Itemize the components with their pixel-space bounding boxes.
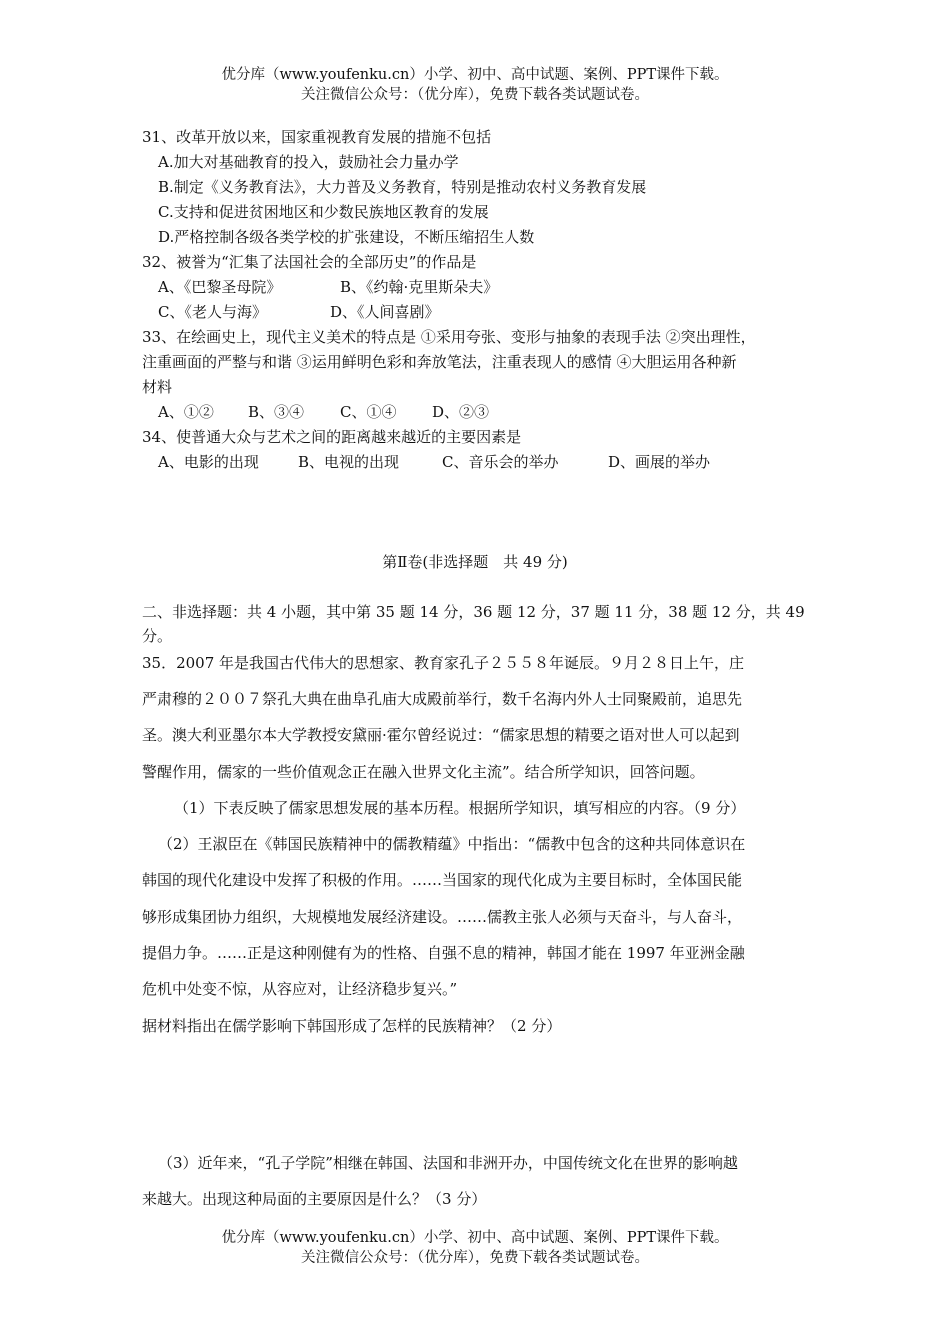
part2-intro-line-1: 二、非选择题：共 4 小题，其中第 35 题 14 分，36 题 12 分，37 题 11 分，38 题 12 分，共 49	[142, 603, 805, 621]
q34-option-c: C、音乐会的举办	[442, 453, 559, 471]
q33-line-1: 33、在绘画史上，现代主义美术的特点是 ①采用夸张、变形与抽象的表现手法 ②突出理性，	[142, 328, 756, 346]
header-line-1: 优分库（www.youfenku.cn）小学、初中、高中试题、案例、PPT课件下载。	[221, 67, 729, 83]
q31-stem: 31、改革开放以来，国家重视教育发展的措施不包括	[142, 128, 492, 146]
q32-option-c: C、《老人与海》	[158, 303, 267, 321]
q35-sub2-line-3: 够形成集团协力组织，大规模地发展经济建设。……儒教主张人必须与天奋斗，与人奋斗，	[142, 908, 743, 926]
q32-option-a: A、《巴黎圣母院》	[158, 278, 282, 296]
q33-option-a: A、①②	[158, 403, 214, 421]
q35-para-line-1: 35．2007 年是我国古代伟大的思想家、教育家孔子２５５８年诞辰。９月２８日上午，庄	[142, 654, 745, 672]
q35-para-line-4: 警醒作用，儒家的一些价值观念正在融入世界文化主流”。结合所学知识，回答问题。	[142, 763, 705, 781]
q34-option-d: D、画展的举办	[608, 453, 711, 471]
q33-line-2: 注重画面的严整与和谐 ③运用鲜明色彩和奔放笔法，注重表现人的感情 ④大胆运用各种新	[142, 353, 737, 371]
q31-option-b: B.制定《义务教育法》，大力普及义务教育，特别是推动农村义务教育发展	[158, 178, 647, 196]
header-line-2: 关注微信公众号：（优分库），免费下载各类试题试卷。	[301, 87, 649, 103]
q35-para-line-3: 圣。澳大利亚墨尔本大学教授安黛丽·霍尔曾经说过：“儒家思想的精要之语对世人可以起到	[142, 726, 740, 744]
q31-option-c: C.支持和促进贫困地区和少数民族地区教育的发展	[158, 203, 489, 221]
q33-option-d: D、②③	[432, 403, 490, 421]
q35-sub1: （1）下表反映了儒家思想发展的基本历程。根据所学知识，填写相应的内容。（9 分）	[174, 799, 746, 817]
q34-option-b: B、电视的出现	[298, 453, 400, 471]
q35-sub3-line-2: 来越大。出现这种局面的主要原因是什么？（3 分）	[142, 1190, 487, 1208]
q31-option-a: A.加大对基础教育的投入，鼓励社会力量办学	[158, 153, 459, 171]
q31-option-d: D.严格控制各级各类学校的扩张建设，不断压缩招生人数	[158, 228, 535, 246]
q35-sub2-line-4: 提倡力争。……正是这种刚健有为的性格、自强不息的精神，韩国才能在 1997 年亚洲金融	[142, 944, 745, 962]
q32-option-b: B、《约翰·克里斯朵夫》	[340, 278, 499, 296]
q34-stem: 34、使普通大众与艺术之间的距离越来越近的主要因素是	[142, 428, 522, 446]
q35-sub3-line-1: （3）近年来，“孔子学院”相继在韩国、法国和非洲开办，中国传统文化在世界的影响越	[158, 1154, 738, 1172]
q33-option-b: B、③④	[248, 403, 305, 421]
q35-sub2-line-2: 韩国的现代化建设中发挥了积极的作用。……当国家的现代化成为主要目标时，全体国民能	[142, 871, 743, 889]
q35-para-line-2: 严肃穆的２００７祭孔大典在曲阜孔庙大成殿前举行，数千名海内外人士同聚殿前，追思先	[142, 690, 743, 708]
footer-line-2: 关注微信公众号：（优分库），免费下载各类试题试卷。	[301, 1250, 649, 1266]
q34-option-a: A、电影的出现	[158, 453, 259, 471]
footer-line-1: 优分库（www.youfenku.cn）小学、初中、高中试题、案例、PPT课件下载。	[221, 1230, 729, 1246]
q33-option-c: C、①④	[340, 403, 397, 421]
part2-title: 第Ⅱ卷(非选择题 共 49 分)	[382, 553, 568, 571]
q35-sub2-question: 据材料指出在儒学影响下韩国形成了怎样的民族精神？（2 分）	[142, 1017, 562, 1035]
q35-sub2-line-1: （2）王淑臣在《韩国民族精神中的儒教精蕴》中指出：“儒教中包含的这种共同体意识在	[158, 835, 746, 853]
q32-stem: 32、被誉为“汇集了法国社会的全部历史”的作品是	[142, 253, 477, 271]
part2-intro-line-2: 分。	[142, 627, 173, 645]
q35-sub2-line-5: 危机中处变不惊，从容应对，让经济稳步复兴。”	[142, 980, 458, 998]
q33-line-3: 材料	[142, 378, 173, 396]
q32-option-d: D、《人间喜剧》	[330, 303, 440, 321]
